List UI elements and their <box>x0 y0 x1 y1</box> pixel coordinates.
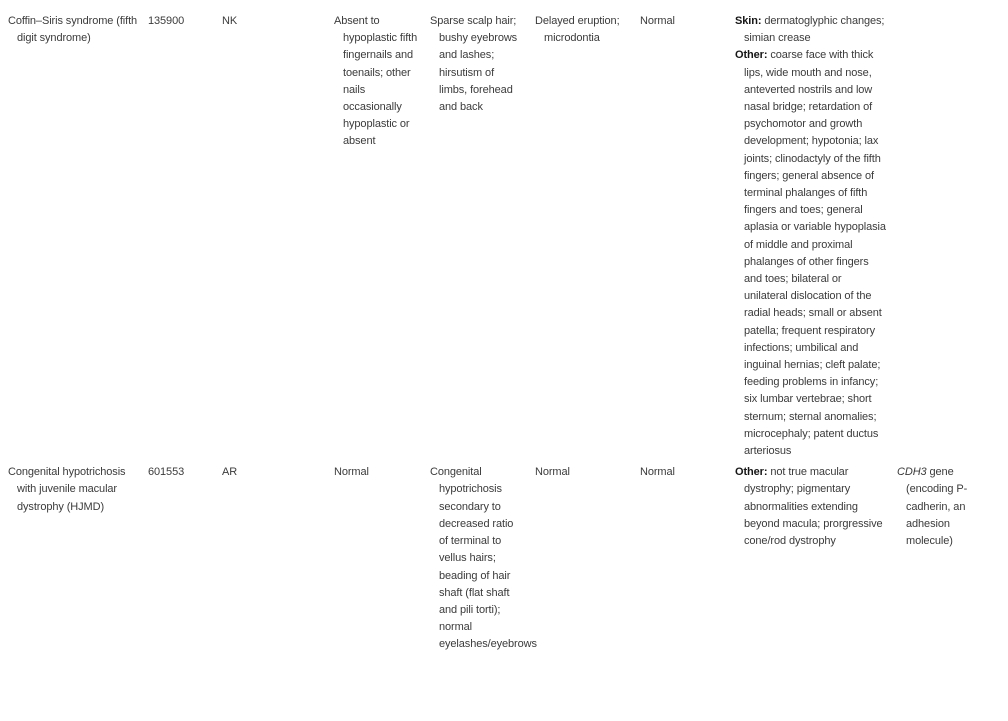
feature-block-other <box>735 464 887 550</box>
cell-sweat-glands: Normal <box>640 15 675 27</box>
cell-sweat-glands: Normal <box>640 466 675 479</box>
cell-omim-number: 601553 <box>148 466 185 479</box>
gene-block <box>897 464 998 550</box>
cell-gene <box>897 464 1008 550</box>
table-row <box>8 13 1008 460</box>
cell-syndrome-name: Coffin–Siris syndrome (fifth digit syndrome) <box>8 15 138 45</box>
cell-syndrome-name: Congenital hypotrichosis with juvenile macular dystrophy (HJMD) <box>8 466 126 513</box>
cell-other-features <box>735 464 897 550</box>
feature-text: dermatoglyphic changes; simian crease <box>744 15 885 45</box>
cell-teeth: Delayed eruption; microdontia <box>535 15 620 45</box>
cell-nails: Normal <box>334 466 369 479</box>
feature-label: Other: <box>735 466 768 479</box>
cell-hair: Sparse scalp hair; bushy eyebrows and lashes; hirsutism of limbs, forehead and back <box>430 15 518 114</box>
cell-inheritance: AR <box>222 466 238 479</box>
feature-text: coarse face with thick lips, wide mouth and nose, anteverted nostrils and low nasal bridge; retardation of psychomotor and growth development; hypotonia; lax joints; clinodactyly of the fifth fingers; general absence of terminal phalanges of fifth fingers and toes; general aplasia or variable hypoplasia of middle and proximal phalanges of other fingers and toes; bilateral or unilateral dislocation of the radial heads; small or absent patella; frequent respiratory infections; umbilical and inguinal hernias; cleft palate; feeding problems in infancy; six lumbar vertebrae; short sternum; sternal anomalies; microcephaly; patent ductus arteriosus <box>744 49 886 458</box>
cell-inheritance: NK <box>222 15 238 27</box>
gene-description: gene (encoding P-cadherin, an adhesion molecule) <box>906 466 968 548</box>
cell-hair: Congenital hypotrichosis secondary to decreased ratio of terminal to vellus hairs; beading of hair shaft (flat shaft and pili torti); normal eyelashes/eyebrows <box>430 466 537 651</box>
feature-label: Other: <box>735 49 768 62</box>
cell-other-features <box>735 13 897 460</box>
table-row <box>8 464 1008 653</box>
feature-block-other <box>735 47 887 460</box>
cell-omim-number: 135900 <box>148 15 185 27</box>
feature-text: not true macular dystrophy; pigmentary abnormalities extending beyond macula; prorgressive cone/rod dystrophy <box>744 466 883 548</box>
cell-teeth: Normal <box>535 466 570 479</box>
feature-label: Skin: <box>735 15 762 27</box>
gene-name: CDH3 <box>897 466 927 479</box>
cell-nails: Absent to hypoplastic fifth fingernails and toenails; other nails occasionally hypoplastic or absent <box>334 15 418 148</box>
feature-block-skin <box>735 13 887 47</box>
